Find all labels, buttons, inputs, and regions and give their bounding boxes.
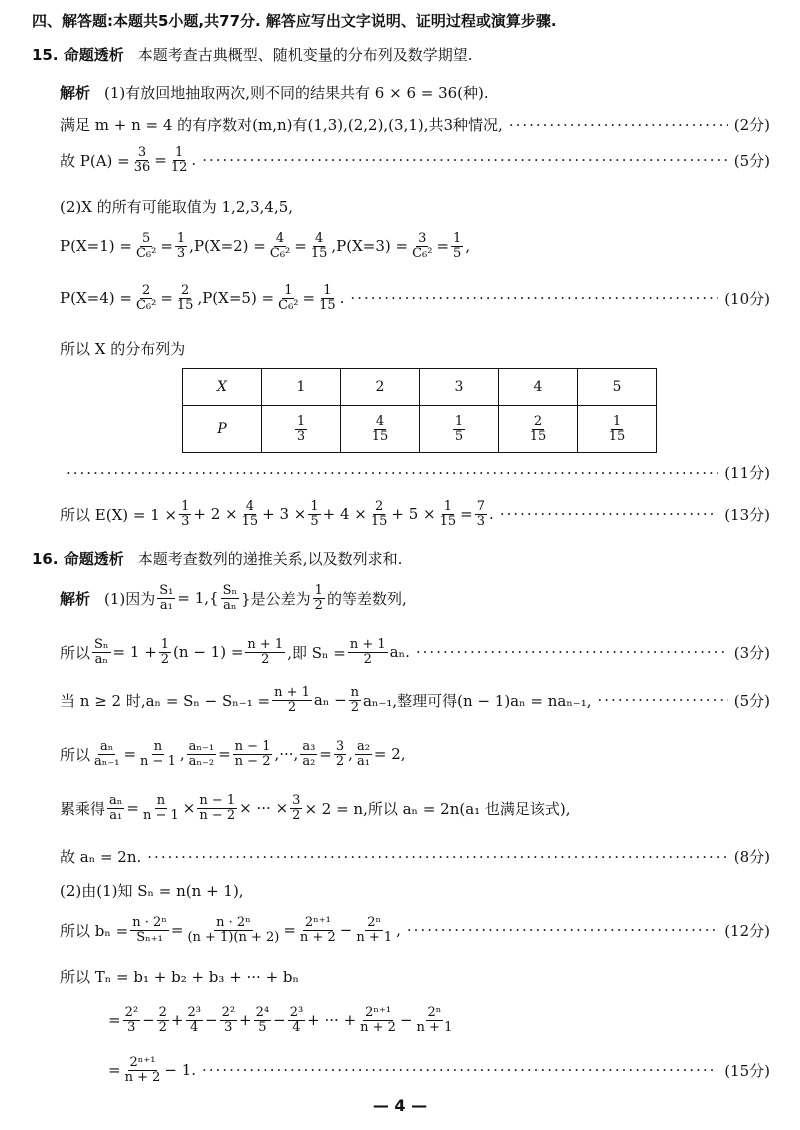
fraction xyxy=(132,146,153,174)
text: − xyxy=(339,921,353,940)
dot-leader xyxy=(500,505,718,523)
text: + 4 × xyxy=(322,505,367,524)
numerator: 2² xyxy=(124,1005,139,1020)
fraction xyxy=(528,415,549,443)
q16-line-11 xyxy=(108,1056,770,1084)
numerator: a₂ xyxy=(356,739,370,754)
text: 所以 E(X) = 1 × xyxy=(60,505,178,524)
denominator: 5 xyxy=(310,513,319,529)
text: 所以 Tₙ = b₁ + b₂ + b₃ + ··· + bₙ xyxy=(60,968,300,986)
fraction xyxy=(187,740,216,768)
numerator: 2⁴ xyxy=(255,1005,270,1020)
text: = xyxy=(319,745,332,764)
denominator: 3 xyxy=(296,428,306,444)
text: + ··· + xyxy=(307,1011,357,1030)
numerator: 1 xyxy=(454,413,464,429)
fraction xyxy=(358,1006,398,1034)
text: 本题考查古典概型、随机变量的分布列及数学期望. xyxy=(137,46,473,64)
text: 所以 bₙ = xyxy=(60,921,129,940)
fraction xyxy=(300,740,317,768)
fraction xyxy=(186,1006,203,1034)
text: ,P(X=3) = xyxy=(331,237,409,256)
fraction xyxy=(475,500,487,528)
text: . xyxy=(489,505,494,524)
text: = 2, xyxy=(373,745,406,764)
denominator: (n + 1)(n + 2) xyxy=(187,929,280,945)
fraction xyxy=(138,740,178,768)
numerator: a₃ xyxy=(302,739,316,754)
fraction xyxy=(245,638,285,666)
text: = xyxy=(108,1061,121,1080)
fraction xyxy=(107,794,124,822)
q16-line-1 xyxy=(60,584,770,612)
score-mark: (3分) xyxy=(733,643,770,662)
denominator: n + 2 xyxy=(299,929,336,945)
numerator: n xyxy=(156,793,166,808)
numerator: n − 1 xyxy=(234,739,271,754)
denominator: 3 xyxy=(476,513,486,529)
denominator: n + 1 xyxy=(356,929,393,945)
q15-line-2 xyxy=(60,114,770,135)
dot-leader xyxy=(407,921,718,939)
denominator: 2 xyxy=(160,651,170,667)
fraction xyxy=(415,1006,455,1034)
denominator: 2 xyxy=(292,807,301,823)
text: 所以 X 的分布列为 xyxy=(60,340,186,358)
fraction xyxy=(288,1006,305,1034)
denominator: 2 xyxy=(363,651,372,667)
denominator: a₁ xyxy=(109,807,123,823)
table-cell xyxy=(578,406,657,453)
numerator: 3 xyxy=(137,145,147,160)
text: 解析 xyxy=(60,589,91,608)
text: × xyxy=(182,799,196,818)
q16-line-6 xyxy=(60,846,770,867)
fraction xyxy=(410,232,434,260)
denominator: 15 xyxy=(319,297,336,313)
score-mark: (8分) xyxy=(733,848,770,866)
fraction xyxy=(169,146,190,174)
text: = xyxy=(126,799,139,818)
fraction xyxy=(141,794,181,822)
dot-leader xyxy=(509,116,728,134)
fraction xyxy=(197,794,237,822)
numerator: 2ⁿ xyxy=(427,1005,442,1020)
fraction xyxy=(157,1006,169,1034)
denominator: C₆² xyxy=(412,245,433,261)
table-cell xyxy=(341,406,420,453)
q15-line-1 xyxy=(60,82,770,103)
q15-line-7 xyxy=(60,338,770,359)
denominator: C₆² xyxy=(269,245,291,261)
text: , xyxy=(465,237,471,256)
numerator: 4 xyxy=(314,231,324,246)
q15-heading xyxy=(32,44,770,65)
text: aₙ. xyxy=(389,643,410,662)
q15-line-5: P(X=1) = $\frac{5}{\text{C₆²}}$ = $\frac{1}{3}$ ,P(X=2) = $\frac{4}{\text{C₆²}}$ = $\frac{4}{15}$ ,P(X=3) = $\frac{3}{\text{C₆²}}$ = $\frac{1}{5}$ , xyxy=(60,231,471,261)
text: P(X=4) = xyxy=(60,289,132,308)
denominator: n + 2 xyxy=(124,1069,161,1085)
denominator: 15 xyxy=(310,245,328,261)
denominator: C₆² xyxy=(135,297,157,313)
denominator: n − 2 xyxy=(234,753,271,769)
text: 15. 命题透析 xyxy=(32,46,124,64)
text: aₙ − xyxy=(313,691,347,710)
text: + 5 × xyxy=(391,505,436,524)
text: + xyxy=(239,1011,252,1030)
fraction xyxy=(607,415,628,443)
numerator: 3 xyxy=(292,793,301,808)
text: 的等差数列, xyxy=(326,589,407,608)
denominator: 2 xyxy=(287,699,297,715)
q16-line-8 xyxy=(60,916,770,944)
text: . xyxy=(191,151,197,170)
denominator: aₙ₋₂ xyxy=(188,753,215,769)
table-cell xyxy=(420,406,499,453)
numerator: 1 xyxy=(284,283,293,298)
fraction xyxy=(233,740,273,768)
text: 16. 命题透析 xyxy=(32,550,124,568)
text: ,P(X=2) = xyxy=(189,237,266,256)
score-mark: (2分) xyxy=(733,116,770,134)
table-cell: 1 xyxy=(262,369,341,406)
text: − xyxy=(273,1011,286,1030)
numerator: 2 xyxy=(158,1005,167,1020)
numerator: 1 xyxy=(176,231,186,246)
text: = xyxy=(170,921,184,940)
numerator: 1 xyxy=(181,499,190,514)
table-cell xyxy=(262,406,341,453)
text: = 1 + xyxy=(112,643,157,662)
denominator: 5 xyxy=(258,1019,267,1035)
text: 故 P(A) = xyxy=(60,151,130,170)
numerator: 2 xyxy=(181,283,190,298)
numerator: aₙ xyxy=(100,739,114,754)
text: + xyxy=(170,1011,184,1030)
score-mark: (5分) xyxy=(733,691,770,710)
text: = 1,{ xyxy=(177,589,219,608)
denominator: 4 xyxy=(292,1019,301,1035)
numerator: n xyxy=(350,685,360,700)
fraction xyxy=(317,284,338,312)
text: 累乘得 xyxy=(60,799,106,818)
numerator: aₙ xyxy=(109,793,123,808)
dot-leader xyxy=(416,643,728,661)
q16-line-2 xyxy=(60,638,770,666)
q15-expectation xyxy=(60,500,770,528)
denominator: 15 xyxy=(608,428,626,444)
q16-line-3 xyxy=(60,686,770,714)
text: 故 aₙ = 2n. xyxy=(60,848,142,866)
denominator: n − 2 xyxy=(199,807,236,823)
numerator: Sₙ xyxy=(94,637,109,652)
text: + 2 × xyxy=(193,505,238,524)
numerator: aₙ₋₁ xyxy=(188,739,215,754)
numerator: Sₙ xyxy=(222,583,238,598)
denominator: 12 xyxy=(170,159,188,175)
text: , xyxy=(348,745,353,764)
dot-leader xyxy=(66,464,718,482)
table-cell: 2 xyxy=(341,369,420,406)
text: = xyxy=(460,505,473,524)
text: (n − 1) = xyxy=(173,643,244,662)
text: 所以 xyxy=(60,745,91,764)
text: 本题考查数列的递推关系,以及数列求和. xyxy=(137,550,403,568)
denominator: n + 1 xyxy=(416,1019,453,1035)
text: P(X=1) = xyxy=(60,237,132,256)
fraction xyxy=(240,500,261,528)
numerator: 7 xyxy=(476,499,486,514)
fraction xyxy=(134,284,158,312)
text: − 1. xyxy=(164,1061,197,1080)
text: − xyxy=(142,1011,155,1030)
numerator: 2³ xyxy=(289,1005,304,1020)
score-mark: (12分) xyxy=(724,921,770,940)
fraction xyxy=(369,500,390,528)
table-cell: 3 xyxy=(420,369,499,406)
fraction xyxy=(453,415,465,443)
numerator: 1 xyxy=(174,145,184,160)
numerator: 1 xyxy=(160,637,170,652)
fraction xyxy=(92,740,121,768)
denominator: 15 xyxy=(176,297,194,313)
denominator: 2 xyxy=(261,651,270,667)
dot-leader xyxy=(202,151,728,169)
denominator: 3 xyxy=(176,245,186,261)
denominator: a₁ xyxy=(356,753,370,769)
fraction xyxy=(221,584,240,612)
fraction xyxy=(290,794,302,822)
numerator: 4 xyxy=(245,499,254,514)
denominator: C₆² xyxy=(135,245,157,261)
denominator: 2 xyxy=(158,1019,167,1035)
fraction xyxy=(295,415,307,443)
fraction xyxy=(254,1006,271,1034)
fraction xyxy=(268,232,292,260)
numerator: n − 1 xyxy=(199,793,236,808)
fraction xyxy=(451,232,463,260)
score-mark: (5分) xyxy=(733,151,770,170)
fraction xyxy=(298,916,338,944)
table-row xyxy=(183,369,657,406)
numerator: 2³ xyxy=(187,1005,201,1020)
denominator: 15 xyxy=(371,428,389,444)
numerator: 3 xyxy=(335,739,345,754)
text: − xyxy=(204,1011,218,1030)
q15-line-4 xyxy=(60,196,770,217)
numerator: 2 xyxy=(374,499,384,514)
numerator: 1 xyxy=(323,283,332,298)
denominator: 2 xyxy=(350,699,359,715)
denominator: 4 xyxy=(190,1019,199,1035)
numerator: 4 xyxy=(375,413,385,429)
denominator: 5 xyxy=(454,428,464,444)
denominator: aₙ xyxy=(94,651,108,667)
numerator: 2² xyxy=(221,1005,236,1020)
text: ,P(X=5) = xyxy=(197,289,275,308)
text: 当 n ≥ 2 时,aₙ = Sₙ − Sₙ₋₁ = xyxy=(60,691,271,710)
denominator: 2 xyxy=(314,597,323,613)
text: , xyxy=(396,921,401,940)
text: = xyxy=(108,1011,121,1030)
fraction xyxy=(349,686,361,714)
denominator: 5 xyxy=(453,245,462,261)
fraction xyxy=(157,584,175,612)
numerator: 5 xyxy=(141,231,151,246)
text: (1)因为 xyxy=(104,589,156,608)
fraction xyxy=(334,740,346,768)
q15-table-score xyxy=(66,462,770,483)
dot-leader xyxy=(202,1061,718,1079)
numerator: 2ⁿ⁺¹ xyxy=(304,915,331,930)
fraction xyxy=(348,638,388,666)
text: = xyxy=(283,921,296,940)
text: 满足 m + n = 4 的有序数对(m,n)有(1,3),(2,2),(3,1),共3种情况, xyxy=(60,116,503,134)
q15-line-3 xyxy=(60,146,770,174)
section-header xyxy=(32,10,770,31)
text: (2)X 的所有可能取值为 1,2,3,4,5, xyxy=(60,198,294,216)
score-mark: (10分) xyxy=(724,289,770,308)
numerator: 1 xyxy=(296,413,306,429)
denominator: n − 1 xyxy=(140,753,176,769)
score-mark: (15分) xyxy=(724,1061,770,1080)
numerator: n · 2ⁿ xyxy=(216,915,251,930)
q15-line-6: P(X=4) = $\frac{2}{\text{C₆²}}$ = $\frac{2}{15}$ ,P(X=5) = $\frac{1}{\text{C₆²}}$ = $\frac{1}{15}$ . ····· (10分) xyxy=(60,284,770,312)
numerator: 2ⁿ⁺¹ xyxy=(365,1005,392,1020)
fraction xyxy=(308,500,320,528)
text: }是公差为 xyxy=(241,589,311,608)
denominator: 36 xyxy=(133,159,151,175)
fraction xyxy=(92,638,111,666)
numerator: 2 xyxy=(533,413,543,429)
numerator: 2ⁿ⁺¹ xyxy=(129,1055,156,1070)
numerator: S₁ xyxy=(159,583,174,598)
text: ,即 Sₙ = xyxy=(287,643,346,662)
text: (1)有放回地抽取两次,则不同的结果共有 6 × 6 = 36(种). xyxy=(104,84,489,102)
q16-line-4: 所以 $\frac{\text{aₙ}}{\text{aₙ₋₁}}$ = $\frac{n}{n - 1}$ , $\frac{\text{aₙ₋₁}}{\text{aₙ₋₂}}$ = $\frac{n - 1}{n - 2}$ ,···, $\frac{\text{a₃}}{\text{a₂}}$ = $\frac{3}{2}$ , $\frac{\text{a₂}}{\text{a₁}}$ = 2, xyxy=(60,739,406,769)
q16-line-7 xyxy=(60,880,770,901)
text: 四、解答题:本题共5小题,共77分. 解答应写出文字说明、证明过程或演算步骤. xyxy=(32,12,557,30)
score-mark: (11分) xyxy=(724,464,770,482)
dot-leader xyxy=(598,691,728,709)
denominator: 2 xyxy=(335,753,345,769)
numerator: 1 xyxy=(453,231,462,246)
denominator: 3 xyxy=(127,1019,136,1035)
numerator: 1 xyxy=(443,499,453,514)
text: ,···, xyxy=(274,745,299,764)
fraction xyxy=(272,686,312,714)
denominator: 15 xyxy=(370,513,388,529)
numerator: 2 xyxy=(141,283,151,298)
text: × 2 = n,所以 aₙ = 2n(a₁ 也满足该式), xyxy=(304,799,571,818)
table-header-p: P xyxy=(183,406,262,453)
text: 解析 xyxy=(60,84,91,102)
denominator: 15 xyxy=(439,513,457,529)
fraction xyxy=(130,916,169,944)
q16-line-9 xyxy=(60,966,770,987)
q16-line-5 xyxy=(60,794,770,822)
numerator: 1 xyxy=(612,413,622,429)
denominator: a₂ xyxy=(302,753,316,769)
table-header-x: X xyxy=(183,369,262,406)
fraction xyxy=(313,584,325,612)
distribution-table xyxy=(182,368,657,453)
text: − xyxy=(399,1011,413,1030)
fraction xyxy=(123,1056,163,1084)
fraction xyxy=(179,500,191,528)
q16-heading xyxy=(32,548,770,569)
text: × ··· × xyxy=(239,799,289,818)
fraction xyxy=(354,916,394,944)
dot-leader xyxy=(147,848,727,866)
text: + 3 × xyxy=(262,505,307,524)
text: 所以 xyxy=(60,643,91,662)
denominator: C₆² xyxy=(278,297,299,313)
denominator: Sₙ₊₁ xyxy=(136,929,163,945)
numerator: 4 xyxy=(275,231,285,246)
denominator: n + 2 xyxy=(360,1019,396,1035)
table-cell: 5 xyxy=(578,369,657,406)
fraction xyxy=(123,1006,140,1034)
denominator: aₙ₋₁ xyxy=(94,753,120,769)
fraction xyxy=(370,415,391,443)
table-cell: 4 xyxy=(499,369,578,406)
numerator: n xyxy=(153,739,163,754)
dot-leader xyxy=(350,289,718,307)
fraction xyxy=(134,232,158,260)
fraction xyxy=(185,916,281,944)
denominator: 15 xyxy=(529,428,547,444)
text: = xyxy=(154,151,167,170)
fraction xyxy=(175,284,196,312)
text: . xyxy=(339,289,345,308)
numerator: n + 1 xyxy=(349,637,386,652)
page-number: — 4 — xyxy=(372,1096,428,1115)
fraction xyxy=(220,1006,237,1034)
denominator: aₙ xyxy=(223,597,237,613)
fraction xyxy=(159,638,171,666)
score-mark: (13分) xyxy=(724,505,770,524)
q16-line-10 xyxy=(108,1006,770,1034)
table-row xyxy=(183,406,657,453)
text: aₙ₋₁,整理可得(n − 1)aₙ = naₙ₋₁, xyxy=(363,691,592,710)
fraction xyxy=(438,500,459,528)
fraction xyxy=(175,232,187,260)
table-cell xyxy=(499,406,578,453)
denominator: 3 xyxy=(224,1019,233,1035)
numerator: 1 xyxy=(310,499,319,514)
numerator: n · 2ⁿ xyxy=(132,915,167,930)
text: (2)由(1)知 Sₙ = n(n + 1), xyxy=(60,882,244,900)
numerator: 2ⁿ xyxy=(367,915,382,930)
numerator: n + 1 xyxy=(247,637,284,652)
denominator: 15 xyxy=(241,513,259,529)
denominator: n − 1 xyxy=(142,807,179,823)
numerator: 3 xyxy=(418,231,427,246)
numerator: n + 1 xyxy=(274,685,310,700)
denominator: 3 xyxy=(181,513,190,529)
numerator: 1 xyxy=(314,583,323,598)
denominator: a₁ xyxy=(159,597,173,613)
fraction xyxy=(355,740,372,768)
fraction xyxy=(309,232,330,260)
fraction xyxy=(276,284,300,312)
